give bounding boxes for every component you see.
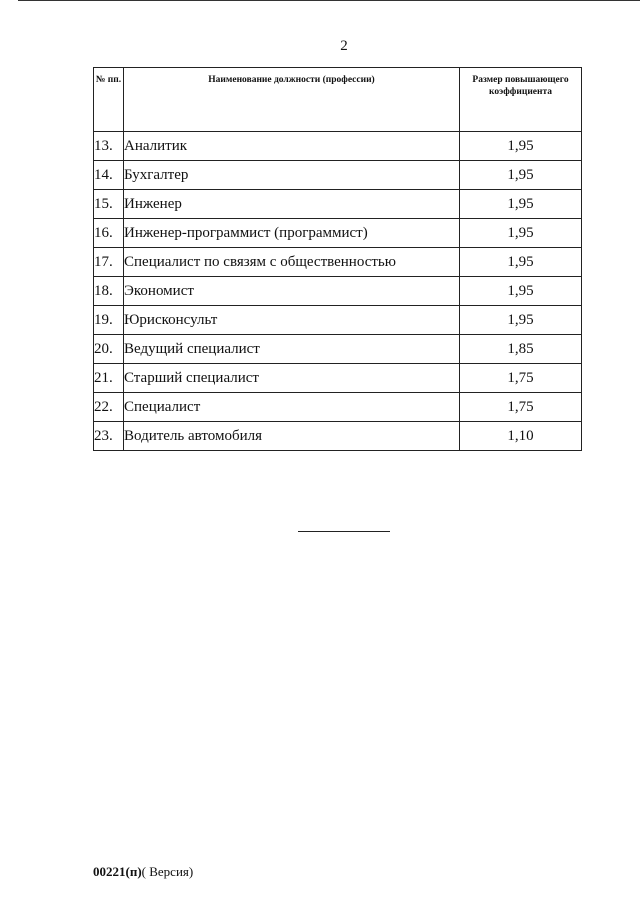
row-position-name: Инженер-программист (программист) bbox=[124, 219, 460, 248]
row-position-name: Ведущий специалист bbox=[124, 335, 460, 364]
document-version-label: ( Версия) bbox=[141, 864, 194, 879]
table-row bbox=[94, 190, 582, 219]
row-coefficient: 1,95 bbox=[460, 132, 582, 161]
row-number: 16. bbox=[94, 219, 124, 248]
row-number: 23. bbox=[94, 422, 124, 451]
table-row bbox=[94, 306, 582, 335]
row-coefficient: 1,95 bbox=[460, 219, 582, 248]
table-row bbox=[94, 219, 582, 248]
row-position-name: Специалист по связям с общественностью bbox=[124, 248, 460, 277]
row-position-name: Бухгалтер bbox=[124, 161, 460, 190]
page-number: 2 bbox=[340, 38, 348, 54]
row-position-name: Экономист bbox=[124, 277, 460, 306]
row-coefficient: 1,75 bbox=[460, 364, 582, 393]
document-code-number: 00221(п) bbox=[93, 864, 142, 879]
row-coefficient: 1,75 bbox=[460, 393, 582, 422]
table-row bbox=[94, 422, 582, 451]
table-row bbox=[94, 248, 582, 277]
table-row bbox=[94, 364, 582, 393]
row-position-name: Старший специалист bbox=[124, 364, 460, 393]
row-coefficient: 1,10 bbox=[460, 422, 582, 451]
table-row bbox=[94, 277, 582, 306]
row-coefficient: 1,95 bbox=[460, 248, 582, 277]
table-row bbox=[94, 132, 582, 161]
row-position-name: Водитель автомобиля bbox=[124, 422, 460, 451]
row-number: 19. bbox=[94, 306, 124, 335]
page-top-edge bbox=[18, 0, 640, 1]
row-number: 18. bbox=[94, 277, 124, 306]
table-body bbox=[94, 132, 582, 451]
table-row bbox=[94, 335, 582, 364]
header-position-name: Наименование должности (профессии) bbox=[124, 68, 460, 132]
row-number: 15. bbox=[94, 190, 124, 219]
table-row bbox=[94, 393, 582, 422]
row-position-name: Инженер bbox=[124, 190, 460, 219]
row-coefficient: 1,95 bbox=[460, 190, 582, 219]
row-number: 21. bbox=[94, 364, 124, 393]
row-number: 22. bbox=[94, 393, 124, 422]
document-code bbox=[93, 864, 193, 880]
row-coefficient: 1,95 bbox=[460, 306, 582, 335]
table-row bbox=[94, 161, 582, 190]
row-position-name: Специалист bbox=[124, 393, 460, 422]
row-number: 13. bbox=[94, 132, 124, 161]
row-position-name: Юрисконсульт bbox=[124, 306, 460, 335]
row-position-name: Аналитик bbox=[124, 132, 460, 161]
closing-divider-line bbox=[298, 531, 390, 532]
row-coefficient: 1,85 bbox=[460, 335, 582, 364]
row-number: 20. bbox=[94, 335, 124, 364]
row-number: 17. bbox=[94, 248, 124, 277]
table-header-row bbox=[94, 68, 582, 132]
row-number: 14. bbox=[94, 161, 124, 190]
positions-table bbox=[93, 67, 582, 451]
header-number: № пп. bbox=[94, 68, 124, 132]
row-coefficient: 1,95 bbox=[460, 277, 582, 306]
row-coefficient: 1,95 bbox=[460, 161, 582, 190]
header-coefficient: Размер повышающего коэффициента bbox=[460, 68, 582, 132]
